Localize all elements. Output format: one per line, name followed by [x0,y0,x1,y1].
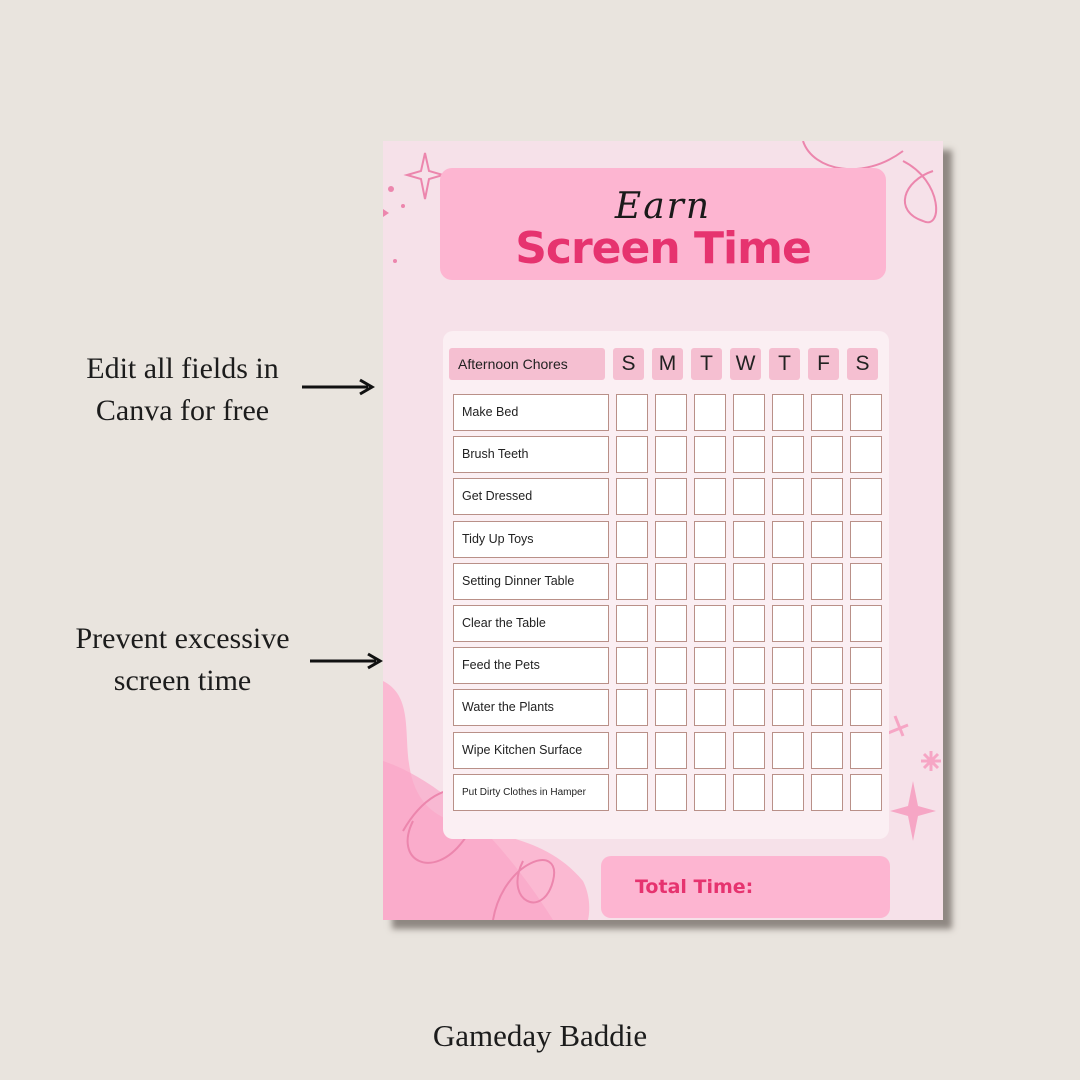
checkbox-cell[interactable] [772,774,804,811]
checkbox-cell[interactable] [772,394,804,431]
table-row [443,478,889,515]
checkbox-cell[interactable] [811,605,843,642]
checkbox-cell[interactable] [772,521,804,558]
checkbox-cell[interactable] [811,478,843,515]
table-header-label: Afternoon Chores [449,348,605,380]
checkbox-cell[interactable] [811,436,843,473]
checkbox-cell[interactable] [733,521,765,558]
sparkle-icon [921,751,941,771]
chore-field[interactable]: Get Dressed [453,478,609,515]
checkbox-cell[interactable] [811,689,843,726]
checkbox-cell[interactable] [772,689,804,726]
chore-field[interactable]: Make Bed [453,394,609,431]
checkbox-cell[interactable] [850,478,882,515]
checkbox-cell[interactable] [694,521,726,558]
chore-field[interactable]: Tidy Up Toys [453,521,609,558]
title-banner [440,168,886,280]
checkbox-cell[interactable] [811,521,843,558]
chore-chart-page [383,141,943,920]
checkbox-cell[interactable] [850,732,882,769]
day-header: T [691,348,722,380]
checkbox-cell[interactable] [811,774,843,811]
table-row [443,563,889,600]
checkbox-cell[interactable] [694,436,726,473]
checkbox-cell[interactable] [772,732,804,769]
checkbox-cell[interactable] [616,732,648,769]
chore-field[interactable]: Put Dirty Clothes in Hamper [453,774,609,811]
callout-line: Prevent excessive [75,622,290,655]
checkbox-cell[interactable] [694,605,726,642]
checkbox-cell[interactable] [616,563,648,600]
checkbox-cell[interactable] [655,394,687,431]
brand-name: Gameday Baddie [432,1018,648,1053]
checkbox-cell[interactable] [616,774,648,811]
checkbox-cell[interactable] [655,436,687,473]
checkbox-cell[interactable] [694,774,726,811]
checkbox-cell[interactable] [733,436,765,473]
checkbox-cell[interactable] [733,689,765,726]
checkbox-cell[interactable] [694,647,726,684]
chore-field[interactable]: Water the Plants [453,689,609,726]
day-header: S [847,348,878,380]
checkbox-cell[interactable] [616,478,648,515]
checkbox-cell[interactable] [655,732,687,769]
table-row [443,521,889,558]
day-header: W [730,348,761,380]
day-header: M [652,348,683,380]
checkbox-cell[interactable] [733,563,765,600]
arrow-right-icon [308,652,384,670]
sparkle-icon [407,153,443,199]
checkbox-cell[interactable] [616,521,648,558]
chore-field[interactable]: Brush Teeth [453,436,609,473]
checkbox-cell[interactable] [616,689,648,726]
checkbox-cell[interactable] [850,436,882,473]
table-row [443,394,889,431]
checkbox-cell[interactable] [811,563,843,600]
callout-line: screen time [113,664,252,697]
day-header: T [769,348,800,380]
chore-table [443,331,889,839]
title-script: Earn [614,186,712,227]
chore-field[interactable]: Wipe Kitchen Surface [453,732,609,769]
checkbox-cell[interactable] [694,394,726,431]
checkbox-cell[interactable] [694,478,726,515]
checkbox-cell[interactable] [616,647,648,684]
checkbox-cell[interactable] [811,647,843,684]
checkbox-cell[interactable] [655,563,687,600]
checkbox-cell[interactable] [733,478,765,515]
checkbox-cell[interactable] [850,774,882,811]
total-time-box[interactable] [601,856,890,918]
checkbox-cell[interactable] [850,605,882,642]
checkbox-cell[interactable] [655,774,687,811]
checkbox-cell[interactable] [655,647,687,684]
table-row [443,436,889,473]
chore-field[interactable]: Clear the Table [453,605,609,642]
callout-line: Canva for free [95,394,270,427]
checkbox-cell[interactable] [811,732,843,769]
checkbox-cell[interactable] [850,647,882,684]
checkbox-cell[interactable] [655,521,687,558]
checkbox-cell[interactable] [655,605,687,642]
checkbox-cell[interactable] [772,436,804,473]
table-row [443,689,889,726]
checkbox-cell[interactable] [616,394,648,431]
checkbox-cell[interactable] [733,647,765,684]
checkbox-cell[interactable] [655,689,687,726]
checkbox-cell[interactable] [733,732,765,769]
arrow-right-icon [300,378,376,396]
checkbox-cell[interactable] [850,521,882,558]
callout-line: Edit all fields in [86,352,279,385]
checkbox-cell[interactable] [772,647,804,684]
checkbox-cell[interactable] [733,394,765,431]
checkbox-cell[interactable] [733,774,765,811]
day-header: S [613,348,644,380]
chore-field[interactable]: Feed the Pets [453,647,609,684]
callout-edit-fields [40,348,325,432]
table-row [443,605,889,642]
checkbox-cell[interactable] [694,689,726,726]
table-row [443,647,889,684]
checkbox-cell[interactable] [811,394,843,431]
page-title: Screen Time [515,223,811,274]
table-row [443,774,889,811]
checkbox-cell[interactable] [655,478,687,515]
checkbox-cell[interactable] [772,478,804,515]
chore-field[interactable]: Setting Dinner Table [453,563,609,600]
table-row [443,732,889,769]
day-header: F [808,348,839,380]
total-time-label: Total Time: [635,876,754,898]
checkbox-cell[interactable] [694,732,726,769]
checkbox-cell[interactable] [850,563,882,600]
checkbox-cell[interactable] [850,689,882,726]
sparkle-icon [890,781,936,841]
checkbox-cell[interactable] [850,394,882,431]
checkbox-cell[interactable] [772,605,804,642]
checkbox-cell[interactable] [694,563,726,600]
checkbox-cell[interactable] [616,436,648,473]
checkbox-cell[interactable] [772,563,804,600]
callout-screen-time [40,618,325,702]
checkbox-cell[interactable] [733,605,765,642]
checkbox-cell[interactable] [616,605,648,642]
